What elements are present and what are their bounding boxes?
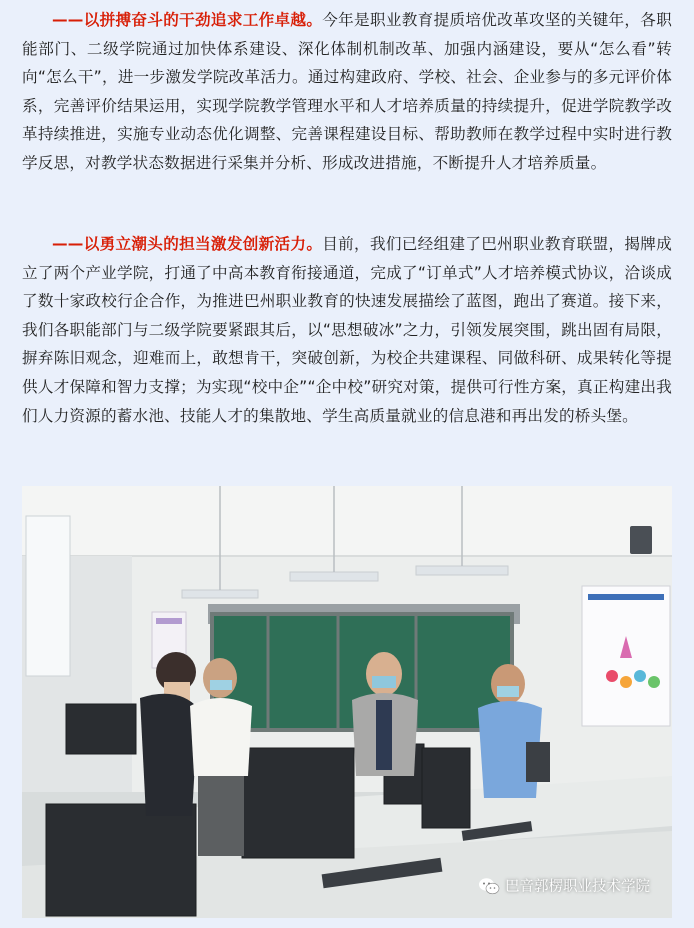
paragraph-2-body: 目前，我们已经组建了巴州职业教育联盟，揭牌成立了两个产业学院，打通了中高本教育衔接通道，完成了“订单式”人才培养模式协议，洽谈成了数十家政校行企合作，为推进巴州职业教育的快速发展描绘了蓝图，跑出了赛道。接下来，我们各职能部门与二级学院要紧跟其后，以“思想破冰”之力，引领发展突围，跳出固有局限，摒弃陈旧观念，迎难而上，敢想肯干，突破创新，为校企共建课程、同做科研、成果转化等提供人才保障和智力支撑；为实现“校中企”“企中校”研究对策，提供可行性方案，真正构建出我们人力资源的蓄水池、技能人才的集散地、学生高质量就业的信息港和再出发的桥头堡。 <box>22 235 673 425</box>
paragraph-1-lead: ——以拼搏奋斗的干劲追求工作卓越。 <box>52 11 323 29</box>
paragraph-2 <box>22 230 672 430</box>
classroom-scene <box>22 486 672 918</box>
watermark <box>478 875 650 896</box>
paragraph-1 <box>22 6 672 178</box>
paragraph-1-body: 今年是职业教育提质培优改革攻坚的关键年，各职能部门、二级学院通过加快体系建设、深化体制机制改革、加强内涵建设，要从“怎么看”转向“怎么干”，进一步激发学院改革活力。通过构建政府、学校、社会、企业参与的多元评价体系，完善评价结果运用，实现学院教学管理水平和人才培养质量的持续提升，促进学院教学改革持续推进，实施专业动态优化调整、完善课程建设目标、帮助教师在教学过程中实时进行教学反思，对教学状态数据进行采集并分析、形成改进措施，不断提升人才培养质量。 <box>22 11 673 172</box>
paragraph-2-lead: ——以勇立潮头的担当激发创新活力。 <box>52 235 323 253</box>
wechat-icon <box>478 877 500 895</box>
classroom-photo <box>22 486 672 918</box>
watermark-text: 巴音郭楞职业技术学院 <box>505 879 650 895</box>
